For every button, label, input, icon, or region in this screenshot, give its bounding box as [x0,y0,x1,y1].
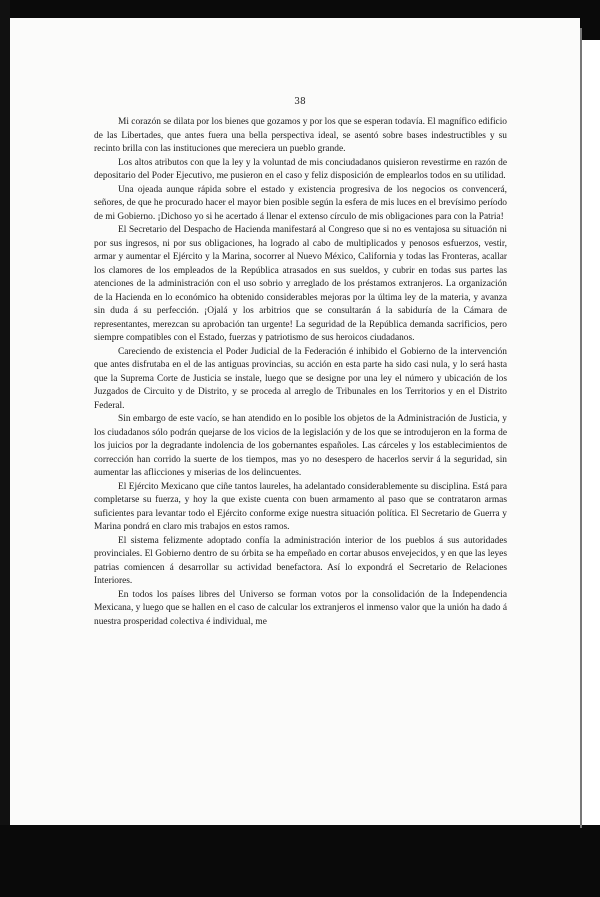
paragraph: Mi corazón se dilata por los bienes que gozamos y por los que se esperan todavía. El magnífico edificio de las Libertades, que antes fuera una bella perspectiva ideal, se asentó sobre bases indestructibles y su recinto brilla con las instituciones que mereciera un pueblo grande. [94,117,507,154]
paragraph: El Ejército Mexicano que ciñe tantos laureles, ha adelantado considerablemente su disciplina. Está para completarse su fuerza, y hoy la que existe cuenta con buen armamento al paso que se contrataron armas suficientes para levantar todo el Ejército conforme exige nuestra situación política. El Secretario de Guerra y Marina pondrá en claro mis trabajos en estos ramos. [94,481,507,532]
page-fold-line [580,28,582,828]
paragraph: Una ojeada aunque rápida sobre el estado y existencia progresiva de los negocios os convencerá, señores, de que he procurado hacer el mayor bien posible según la esfera de mis luces en el brevísimo período de mi Gobierno. ¡Dichoso yo si he acertado á llenar el extenso círculo de mis obligaciones para con la Patria! [94,184,507,222]
scan-border-bottom [0,825,600,897]
page-number: 38 [294,97,306,107]
paragraph: El Secretario del Despacho de Hacienda manifestará al Congreso que si no es ventajosa su situación ni por sus ingresos, ni por sus obligaciones, ha logrado al cabo de multiplicados y penosos esfuerzos, vestir, armar y aumentar el Ejército y la Marina, socorrer al Nuevo México, California y todas las Fronteras, acallar los clamores de los empleados de la República atrasados en sus sueldos, y cubrir en todas sus partes las atenciones de la administración con el uso sobrio y arreglado de los préstamos extranjeros. La organización de la Hacienda en lo económico ha obtenido considerables mejoras por la última ley de la materia, y avanza sin duda á su perfección. ¡Ojalá y los arbitrios que se consultarán á la sabiduría de la Cámara de representantes, merezcan su aprobación tan urgente! La seguridad de la República demanda sacrificios, pero siempre compatibles con el Estado, fuerzas y patriotismo de sus heroicos ciudadanos. [94,225,507,343]
scan-border-left [0,0,10,897]
paragraph: Careciendo de existencia el Poder Judicial de la Federación é inhibido el Gobierno de la intervención que antes disfrutaba en el de las antiguas provincias, su acción en esta parte ha sido casi nula, y lo será hasta que la Suprema Corte de Justicia se instale, luego que se designe por una ley el número y ubicación de los Juzgados de Circuito y de Distrito, y se proceda al arreglo de Tribunales en los Territorios y en el Distrito Federal. [94,346,507,411]
paragraph: Los altos atributos con que la ley y la voluntad de mis conciudadanos quisieron revestirme en razón de depositario del Poder Ejecutivo, me pusieron en el caso y feliz disposición de emplearlos todos en su utilidad. [94,157,507,181]
paragraph: Sin embargo de este vacío, se han atendido en lo posible los objetos de la Administración de Justicia, y los ciudadanos sólo podrán quejarse de los vicios de la legislación y de los que se introdujeron en la forma de los juicios por la degradante indolencia de los gobernantes españoles. Las cárceles y los establecimientos de corrección han corrido la suerte de los tiempos, mas yo no desespero de hacerlos servir á la seguridad, sin aumentar las aflicciones y miserias de los delincuentes. [94,414,507,478]
paragraph: El sistema felizmente adoptado confía la administración interior de los pueblos á sus autoridades provinciales. El Gobierno dentro de su órbita se ha empeñado en cortar abusos envejecidos, y en que las leyes patrias comiencen á desarrollar su actividad benefactora. Así lo expondrá el Secretario de Relaciones Interiores. [94,535,507,586]
scan-border-top [0,0,600,18]
paragraph: En todos los países libres del Universo se forman votos por la consolidación de la Independencia Mexicana, y luego que se hallen en el caso de calcular los extranjeros el inmenso valor que la unión ha dado á nuestra prosperidad colectiva é individual, me [94,589,507,627]
document-body [94,116,507,629]
